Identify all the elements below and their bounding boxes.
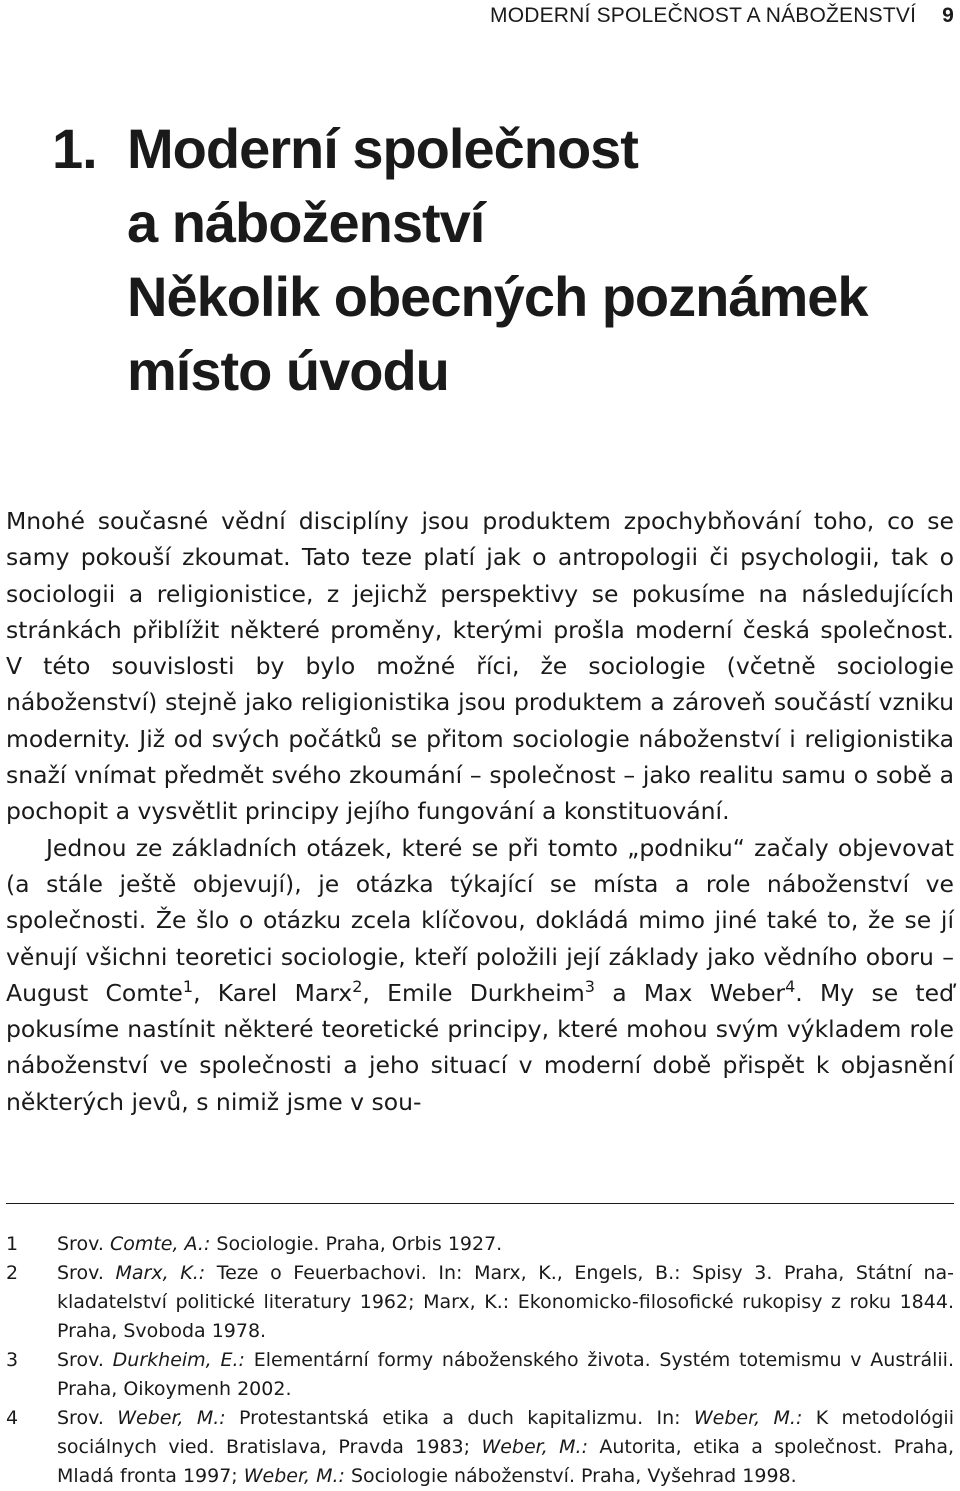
- chapter-title-line-4: místo úvodu: [127, 339, 449, 402]
- footnote-segment: Srov.: [57, 1233, 110, 1255]
- chapter-title-line-3: Několik obecných poznámek: [127, 265, 868, 328]
- footnote-text: [57, 1346, 954, 1404]
- paragraph-2-part-c: , Emile Durkheim: [362, 978, 585, 1007]
- footnote-author: Weber, M.:: [243, 1465, 345, 1487]
- footnote-text: [57, 1230, 954, 1259]
- chapter-title: [52, 112, 932, 408]
- footnotes: [6, 1230, 954, 1491]
- footnote-segment: Sociologie. Praha, Orbis 1927.: [210, 1233, 503, 1255]
- footnote-ref-1: 1: [182, 976, 194, 996]
- footnote-ref-4: 4: [785, 976, 796, 996]
- footnote-text: [57, 1259, 954, 1346]
- paragraph-2-part-b: , Karel Marx: [193, 978, 353, 1007]
- footnote-ref-3: 3: [584, 976, 595, 996]
- chapter-title-line-1: [52, 112, 932, 186]
- footnote-number: 4: [6, 1407, 19, 1429]
- footnote-text: [57, 1404, 954, 1491]
- footnote-number: 2: [6, 1262, 19, 1284]
- footnote-segment: Srov.: [57, 1407, 118, 1429]
- footnote-author: Marx, K.:: [115, 1262, 206, 1284]
- footnote-segment: Protestantská etika a duch kapitalizmu. In:: [225, 1407, 694, 1429]
- paragraph-2-part-e: . My se teď pokusíme nastínit některé teoretické principy, které mohou svým výkladem role náboženství ve společnosti a jeho situací v moderní době přispět k objasnění některých jevů, s nimiž jsme v sou-: [6, 978, 955, 1116]
- footnote-segment: Elementární formy náboženského života. Systém totemismu v Austrálii. Praha, Oikoymenh 2002.: [57, 1349, 955, 1400]
- page-number: 9: [942, 4, 954, 27]
- chapter-title-line-2: a náboženství: [127, 191, 485, 254]
- footnote-separator: [6, 1203, 954, 1204]
- footnote-author: Comte, A.:: [109, 1233, 211, 1255]
- footnote-2: [6, 1259, 954, 1346]
- footnote-author: Weber, M.:: [481, 1436, 588, 1458]
- body-text: [6, 503, 954, 1120]
- footnote-author: Weber, M.:: [693, 1407, 803, 1429]
- footnote-ref-2: 2: [352, 976, 363, 996]
- footnote-segment: Srov.: [57, 1349, 113, 1371]
- footnote-segment: Sociologie náboženství. Praha, Vyšehrad 1998.: [344, 1465, 797, 1487]
- footnote-number: 3: [6, 1349, 19, 1371]
- chapter-title-text-1: Moderní společnost: [127, 117, 638, 180]
- footnote-segment: K metodológii sociálnych vied. Bratislava, Pravda 1983;: [57, 1407, 954, 1458]
- footnote-segment: Autorita, etika a společnost. Praha, Mladá fronta 1997;: [57, 1436, 954, 1487]
- chapter-number: 1.: [52, 117, 97, 180]
- footnote-3: [6, 1346, 954, 1404]
- paragraph-2-part-a: Jednou ze základních otázek, které se při tomto „podniku“ začaly objevovat (a stále ještě objevují), je otázka týkající se místa a role náboženství ve společnosti. Že šlo o otázku zcela klíčovou, dokládá mimo jiné také to, že se jí věnují všichni teoretici sociologie, kteří položili její základy jako vědního oboru – August Comte: [6, 833, 954, 1007]
- running-title: MODERNÍ SPOLEČNOST A NÁBOŽENSTVÍ: [490, 4, 917, 27]
- paragraph-2: [6, 830, 954, 1120]
- footnote-number: 1: [6, 1233, 19, 1255]
- footnote-author: Durkheim, E.:: [112, 1349, 245, 1371]
- paragraph-1: Mnohé současné vědní disciplíny jsou produktem zpochybňování toho, co se samy pokouší zkoumat. Tato teze platí jak o antropologii či psychologii, tak o sociologii a religionistice, z jejichž perspektivy se pokusíme na následujících stránkách přiblížit některé proměny, kterými prošla moderní česká společnost. V této souvislosti by bylo možné říci, že sociologie (včetně sociologie náboženství) stejně jako religionistika jsou produktem a zároveň součástí vzniku modernity. Již od svých počátků se přitom sociologie náboženství i religionistika snaží vnímat předmět svého zkoumání – společnost – jako realitu samu o sobě a pochopit a vysvětlit principy jejího fungování a konstituování.: [6, 507, 954, 826]
- paragraph-2-part-d: a Max Weber: [594, 978, 786, 1007]
- running-head: [0, 4, 954, 28]
- footnote-1: [6, 1230, 954, 1259]
- footnote-segment: Teze o Feuerbachovi. In: Marx, K., Engels, B.: Spisy 3. Praha, Státní nakladatelství politické literatury 1962; Marx, K.: Ekonomicko-filosofické rukopisy z roku 1844. Praha, Svoboda 1978.: [57, 1262, 954, 1342]
- footnote-4: [6, 1404, 954, 1491]
- footnote-segment: Srov.: [57, 1262, 116, 1284]
- footnote-author: Weber, M.:: [117, 1407, 226, 1429]
